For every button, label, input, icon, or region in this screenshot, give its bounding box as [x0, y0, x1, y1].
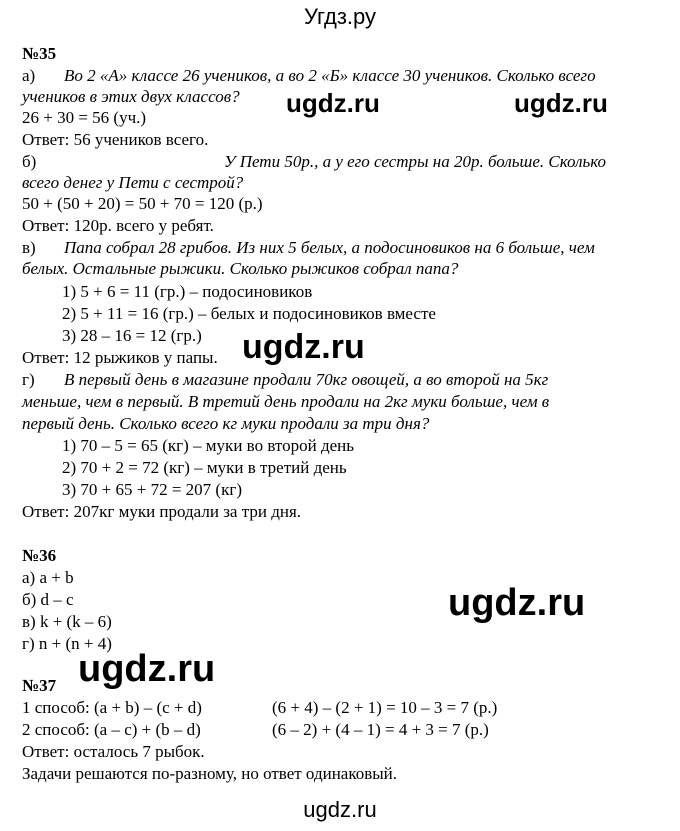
watermark: ugdz.ru	[514, 88, 608, 118]
problem-text: У Пети 50р., а у его сестры на 20р. больше. Сколько	[224, 152, 607, 171]
solution-step: 1) 5 + 6 = 11 (гр.) – подосиновиков	[62, 282, 313, 301]
solution-step: 1) 70 – 5 = 65 (кг) – муки во второй день	[62, 436, 355, 455]
task-number: №37	[22, 676, 57, 695]
answer: Ответ: осталось 7 рыбок.	[22, 742, 205, 761]
expression: а) a + b	[22, 568, 74, 587]
solution-way-1-calc: (6 + 4) – (2 + 1) = 10 – 3 = 7 (р.)	[272, 698, 498, 717]
site-footer-link[interactable]: ugdz.ru	[303, 797, 377, 822]
watermark: ugdz.ru	[78, 648, 216, 690]
subtask-label: в)	[22, 238, 36, 257]
answer: Ответ: 207кг муки продали за три дня.	[22, 502, 302, 521]
problem-text: меньше, чем в первый. В третий день продали на 2кг муки больше, чем в	[22, 392, 550, 411]
expression: в) k + (k – 6)	[22, 612, 112, 631]
calculation: 50 + (50 + 20) = 50 + 70 = 120 (р.)	[22, 194, 263, 213]
task-number: №35	[22, 44, 57, 63]
solution-step: 2) 70 + 2 = 72 (кг) – муки в третий день	[62, 458, 347, 477]
solution-step: 3) 28 – 16 = 12 (гр.)	[62, 326, 202, 345]
task-number: №36	[22, 546, 57, 565]
problem-text: В первый день в магазине продали 70кг овощей, а во второй на 5кг	[64, 370, 549, 389]
problem-text: учеников в этих двух классов?	[22, 87, 240, 106]
solution-way-1: 1 способ: (a + b) – (c + d)	[22, 698, 202, 717]
watermark: ugdz.ru	[286, 88, 380, 118]
expression: г) n + (n + 4)	[22, 634, 112, 653]
watermark: ugdz.ru	[448, 582, 586, 624]
problem-text: белых. Остальные рыжики. Сколько рыжиков собрал папа?	[22, 259, 459, 278]
problem-text: Папа собрал 28 грибов. Из них 5 белых, а подосиновиков на 6 больше, чем	[64, 238, 595, 257]
problem-text: первый день. Сколько всего кг муки продали за три дня?	[22, 414, 430, 433]
solution-step: 2) 5 + 11 = 16 (гр.) – белых и подосиновиков вместе	[62, 304, 436, 323]
subtask-label: б)	[22, 152, 37, 171]
solution-step: 3) 70 + 65 + 72 = 207 (кг)	[62, 480, 242, 499]
problem-text: Во 2 «А» классе 26 учеников, а во 2 «Б» классе 30 учеников. Сколько всего	[64, 66, 596, 85]
answer: Ответ: 56 учеников всего.	[22, 130, 209, 149]
solution-way-2: 2 способ: (a – c) + (b – d)	[22, 720, 201, 739]
expression: б) d – c	[22, 590, 74, 609]
watermark: ugdz.ru	[242, 328, 365, 366]
subtask-label: а)	[22, 66, 36, 85]
site-header-title: Угдз.ру	[303, 4, 377, 29]
answer: Ответ: 12 рыжиков у папы.	[22, 348, 218, 367]
solution-way-2-calc: (6 – 2) + (4 – 1) = 4 + 3 = 7 (р.)	[272, 720, 489, 739]
calculation: 26 + 30 = 56 (уч.)	[22, 108, 147, 127]
answer: Ответ: 120р. всего у ребят.	[22, 216, 214, 235]
problem-text: всего денег у Пети с сестрой?	[22, 173, 244, 192]
note: Задачи решаются по-разному, но ответ одинаковый.	[22, 764, 398, 783]
subtask-label: г)	[22, 370, 35, 389]
